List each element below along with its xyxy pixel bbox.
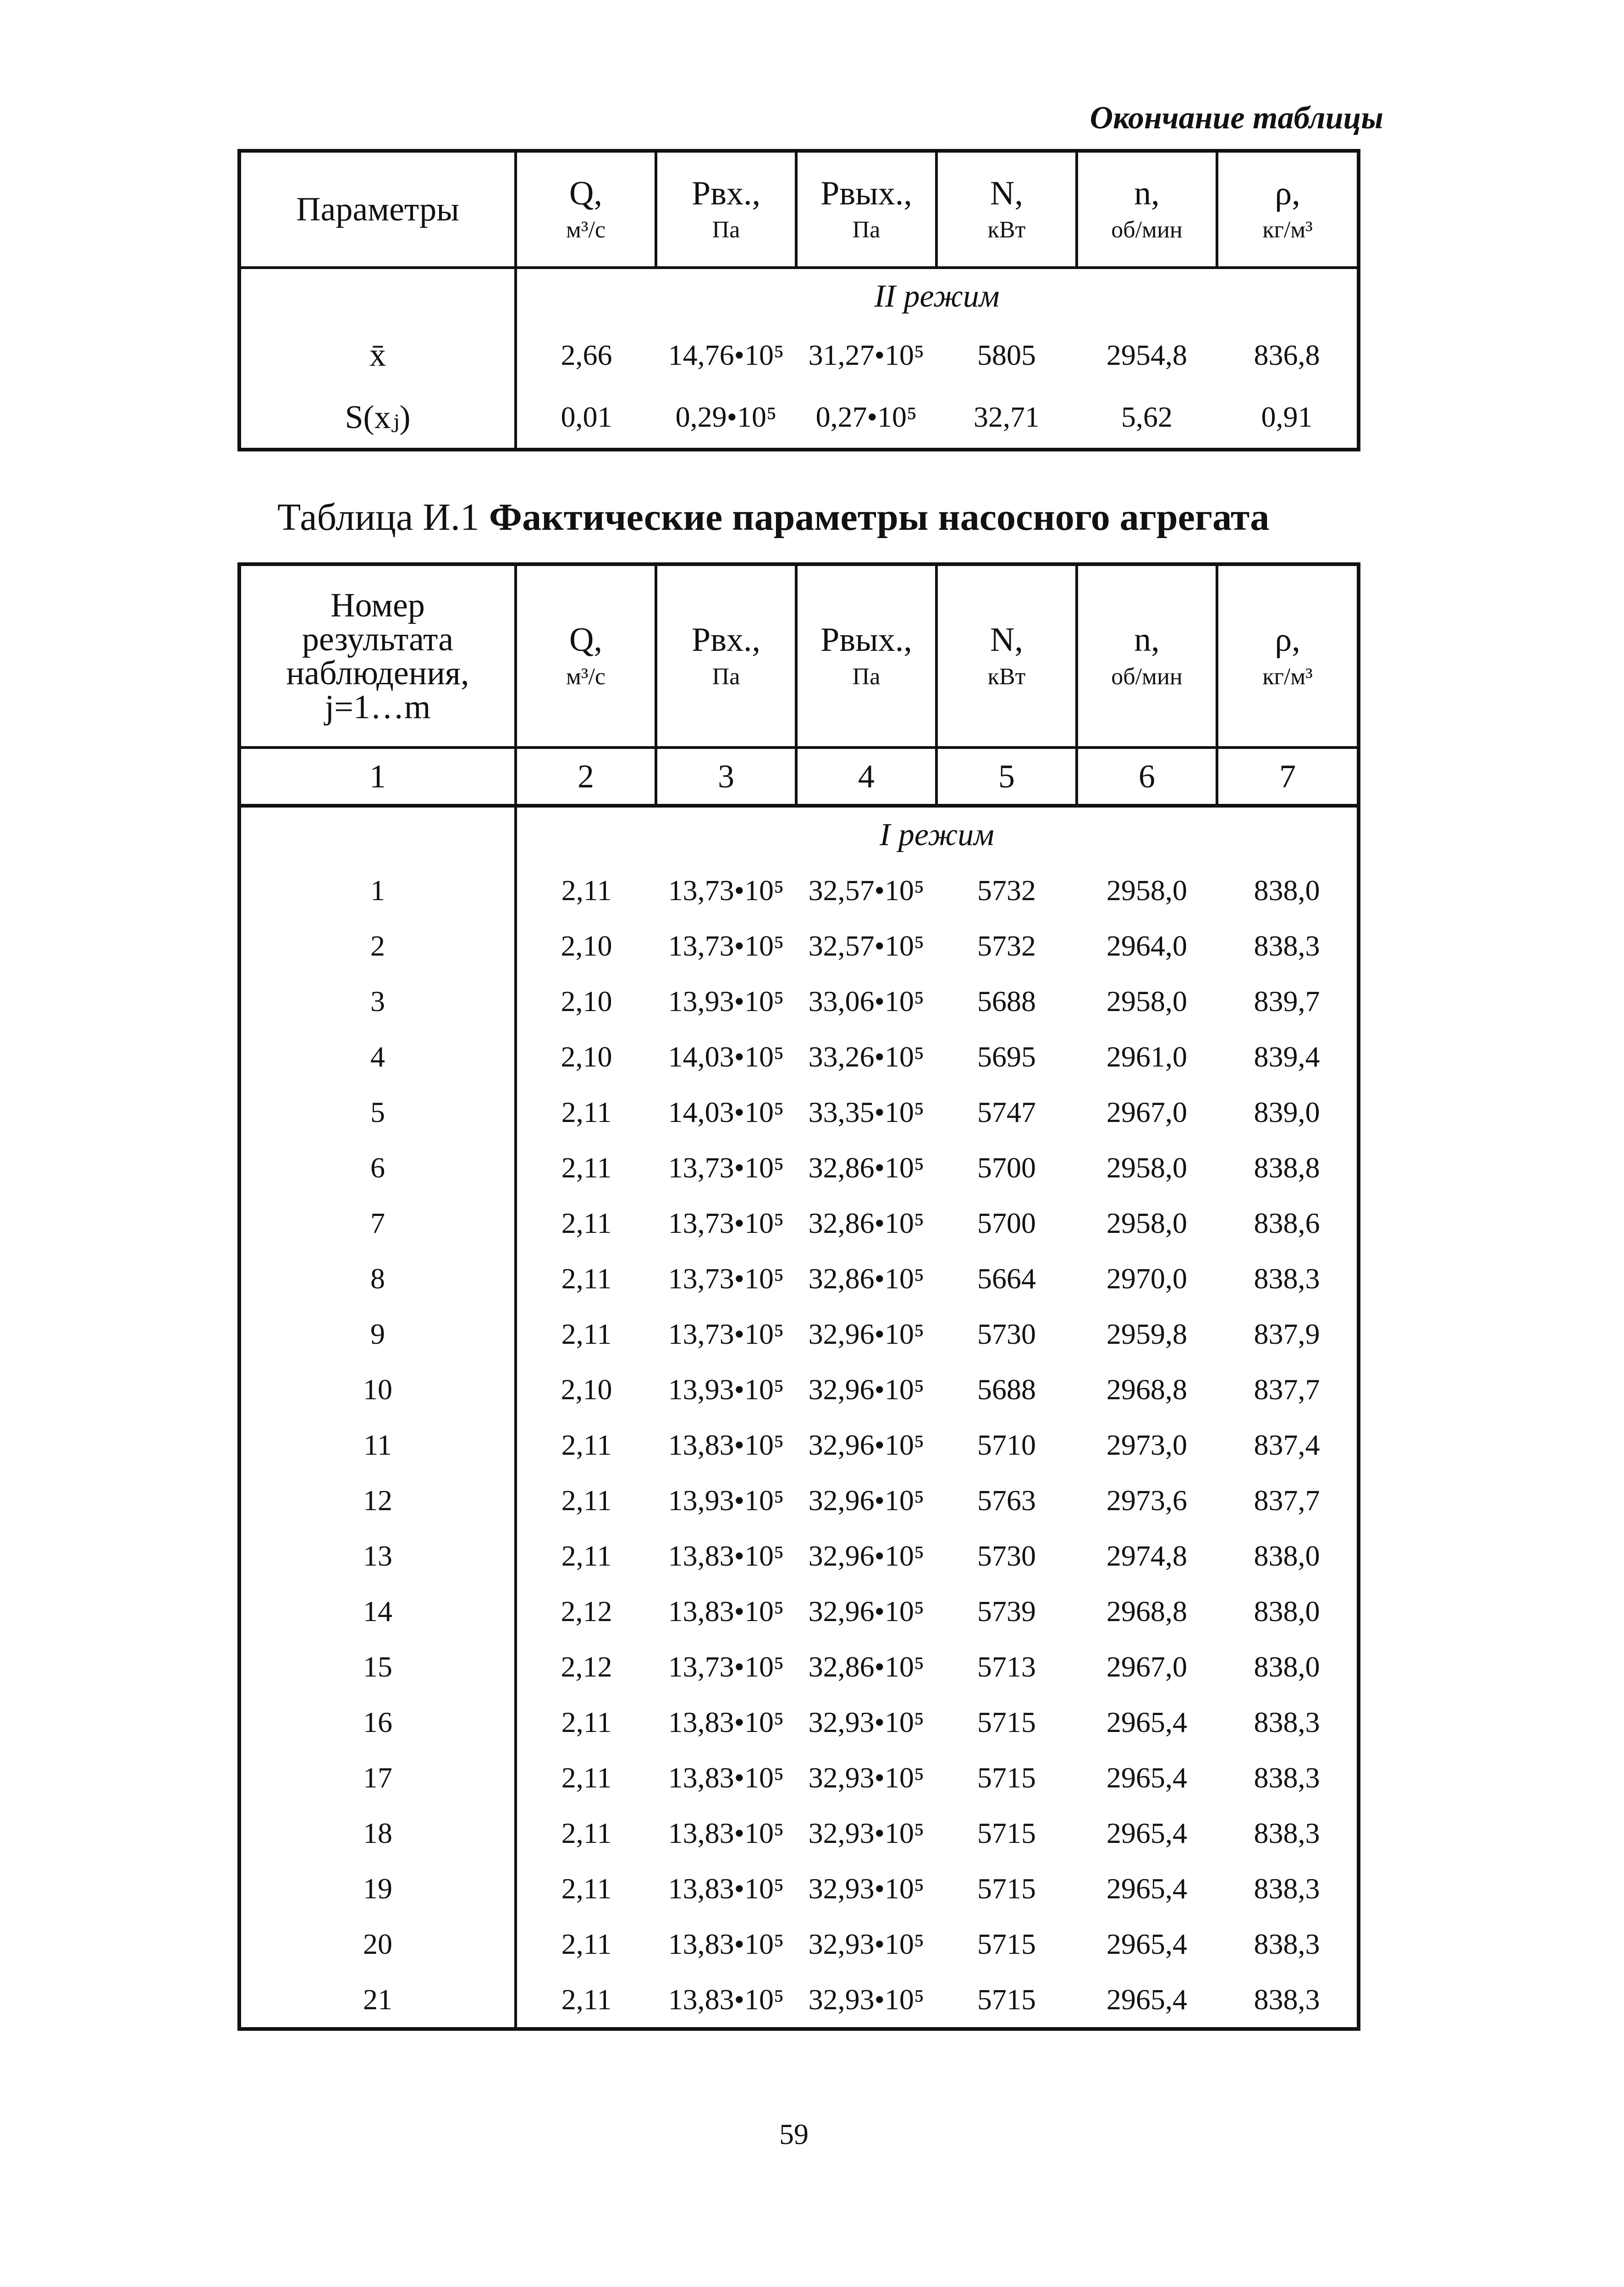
cell: 2,11	[561, 1539, 612, 1572]
header-q: Q, м³/с	[516, 564, 656, 748]
cell: 5730	[977, 1539, 1036, 1572]
cell: 836,8	[1254, 338, 1320, 371]
cell: 2,12	[561, 1594, 612, 1627]
cell: 13,73•10⁵	[668, 929, 784, 962]
observation-number-cell: 2	[239, 918, 516, 973]
cell: 2964,0	[1107, 929, 1187, 962]
cell: 838,3	[1254, 1816, 1320, 1849]
cell: 32,86•10⁵	[808, 1262, 925, 1295]
cell: 838,0	[1254, 1650, 1320, 1683]
cell: 5695	[977, 1040, 1036, 1073]
cell: 2,11	[561, 1927, 612, 1960]
cell: 2958,0	[1107, 984, 1187, 1017]
table-row	[239, 1750, 1359, 1805]
cell: 32,96•10⁵	[808, 1539, 925, 1572]
observation-number-cell: 4	[239, 1029, 516, 1084]
header-density: ρ, кг/м³	[1217, 564, 1359, 748]
observation-number-cell: 10	[239, 1362, 516, 1417]
cell: 13,73•10⁵	[668, 1650, 784, 1683]
column-number: 5	[936, 748, 1077, 806]
header-observation-number: Номер результата наблюдения, j=1…m	[239, 564, 516, 748]
cell: 32,96•10⁵	[808, 1373, 925, 1406]
cell: 13,83•10⁵	[668, 1761, 784, 1794]
observation-number-cell: 13	[239, 1528, 516, 1583]
column-number: 3	[656, 748, 796, 806]
table-row	[239, 1306, 1359, 1362]
cell: 14,03•10⁵	[668, 1095, 784, 1128]
cell: 2967,0	[1107, 1650, 1187, 1683]
observation-number-cell: 3	[239, 973, 516, 1029]
observation-number-cell: 1	[239, 863, 516, 918]
observation-number-cell: 11	[239, 1417, 516, 1473]
header-p-in: Pвх., Па	[656, 564, 796, 748]
cell: 32,71	[974, 400, 1040, 433]
cell: 5664	[977, 1262, 1036, 1295]
table-row	[239, 1084, 1359, 1140]
row-label-std: S(xⱼ)	[239, 386, 516, 450]
cell: 5715	[977, 1983, 1036, 2016]
table-main	[237, 562, 1360, 2031]
cell: 5715	[977, 1761, 1036, 1794]
cell: 2967,0	[1107, 1095, 1187, 1128]
cell: 0,29•10⁵	[675, 400, 777, 433]
column-number: 4	[796, 748, 936, 806]
cell: 2,10	[561, 984, 612, 1017]
header-n-power: N, кВт	[936, 151, 1077, 268]
cell: 2,10	[561, 929, 612, 962]
cell: 31,27•10⁵	[808, 338, 925, 371]
cell: 838,0	[1254, 874, 1320, 907]
cell: 839,7	[1254, 984, 1320, 1017]
table-caption	[277, 495, 1269, 539]
cell: 13,73•10⁵	[668, 874, 784, 907]
cell: 2,11	[561, 1816, 612, 1849]
cell: 2,11	[561, 1705, 612, 1738]
cell: 33,06•10⁵	[808, 984, 925, 1017]
cell: 33,35•10⁵	[808, 1095, 925, 1128]
table-row	[239, 1195, 1359, 1251]
column-number: 1	[239, 748, 516, 806]
header-p-out: Pвых., Па	[796, 151, 936, 268]
header-q: Q, м³/с	[516, 151, 656, 268]
cell: 32,86•10⁵	[808, 1650, 925, 1683]
cell: 5763	[977, 1484, 1036, 1517]
cell: 838,3	[1254, 1761, 1320, 1794]
cell: 0,27•10⁵	[815, 400, 917, 433]
cell: 5700	[977, 1206, 1036, 1239]
column-number: 7	[1217, 748, 1359, 806]
cell: 5730	[977, 1317, 1036, 1350]
header-n-speed: n, об/мин	[1077, 564, 1217, 748]
cell: 5732	[977, 874, 1036, 907]
table-row	[239, 1528, 1359, 1583]
cell: 5710	[977, 1428, 1036, 1461]
cell: 838,0	[1254, 1539, 1320, 1572]
cell: 2,10	[561, 1040, 612, 1073]
cell: 838,3	[1254, 1705, 1320, 1738]
cell: 2968,8	[1107, 1594, 1187, 1627]
mode-label-i: I режим	[880, 817, 994, 852]
cell: 13,83•10⁵	[668, 1539, 784, 1572]
header-p-out: Pвых., Па	[796, 564, 936, 748]
caption-prefix: Таблица И.1	[277, 496, 489, 539]
table-row	[239, 1583, 1359, 1639]
cell: 2965,4	[1107, 1872, 1187, 1905]
cell: 2973,6	[1107, 1484, 1187, 1517]
table-row	[239, 1916, 1359, 1972]
cell: 5688	[977, 984, 1036, 1017]
mode-label-ii: II режим	[874, 279, 1000, 314]
table-row	[239, 1639, 1359, 1694]
cell: 13,83•10⁵	[668, 1927, 784, 1960]
cell: 2,11	[561, 1151, 612, 1184]
table-row	[239, 1417, 1359, 1473]
cell: 5688	[977, 1373, 1036, 1406]
observation-number-cell: 15	[239, 1639, 516, 1694]
cell: 2973,0	[1107, 1428, 1187, 1461]
row-label-mean: x̄	[239, 324, 516, 386]
table-row	[239, 386, 1359, 450]
cell: 5715	[977, 1705, 1036, 1738]
table-row	[239, 324, 1359, 386]
cell: 14,76•10⁵	[668, 338, 784, 371]
cell: 837,4	[1254, 1428, 1320, 1461]
page-number: 59	[779, 2118, 809, 2150]
cell: 13,73•10⁵	[668, 1262, 784, 1295]
cell: 2,11	[561, 1428, 612, 1461]
observation-number-cell: 5	[239, 1084, 516, 1140]
cell: 13,83•10⁵	[668, 1872, 784, 1905]
table-row	[239, 1140, 1359, 1195]
header-n-speed: n, об/мин	[1077, 151, 1217, 268]
cell: 13,93•10⁵	[668, 984, 784, 1017]
observation-number-cell: 20	[239, 1916, 516, 1972]
header-p-in: Pвх., Па	[656, 151, 796, 268]
cell: 2958,0	[1107, 1151, 1187, 1184]
table-row	[239, 1805, 1359, 1861]
table-row	[239, 1473, 1359, 1528]
cell: 2,11	[561, 874, 612, 907]
cell: 2965,4	[1107, 1816, 1187, 1849]
cell: 838,3	[1254, 1927, 1320, 1960]
cell: 32,93•10⁵	[808, 1816, 925, 1849]
cell: 2,11	[561, 1983, 612, 2016]
cell: 13,73•10⁵	[668, 1206, 784, 1239]
cell: 13,73•10⁵	[668, 1317, 784, 1350]
table-row	[239, 1694, 1359, 1750]
cell: 32,93•10⁵	[808, 1927, 925, 1960]
cell: 0,01	[561, 400, 612, 433]
cell: 2959,8	[1107, 1317, 1187, 1350]
cell: 13,83•10⁵	[668, 1428, 784, 1461]
cell: 2958,0	[1107, 874, 1187, 907]
cell: 5715	[977, 1872, 1036, 1905]
cell: 5715	[977, 1927, 1036, 1960]
cell: 837,7	[1254, 1373, 1320, 1406]
observation-number-cell: 19	[239, 1861, 516, 1916]
cell: 839,4	[1254, 1040, 1320, 1073]
cell: 5,62	[1121, 400, 1173, 433]
table-continuation	[237, 149, 1360, 451]
cell: 32,93•10⁵	[808, 1705, 925, 1738]
cell: 13,93•10⁵	[668, 1484, 784, 1517]
cell: 2965,4	[1107, 1927, 1187, 1960]
cell: 2,66	[561, 338, 612, 371]
cell: 2,11	[561, 1872, 612, 1905]
cell: 14,03•10⁵	[668, 1040, 784, 1073]
cell: 13,73•10⁵	[668, 1151, 784, 1184]
table-row	[239, 1972, 1359, 2029]
header-density: ρ, кг/м³	[1217, 151, 1359, 268]
observation-number-cell: 17	[239, 1750, 516, 1805]
cell: 2965,4	[1107, 1761, 1187, 1794]
cell: 838,3	[1254, 1262, 1320, 1295]
cell: 32,86•10⁵	[808, 1151, 925, 1184]
header-parameters: Параметры	[239, 151, 516, 268]
cell: 33,26•10⁵	[808, 1040, 925, 1073]
cell: 13,83•10⁵	[668, 1705, 784, 1738]
cell: 5700	[977, 1151, 1036, 1184]
cell: 2970,0	[1107, 1262, 1187, 1295]
cell: 32,86•10⁵	[808, 1206, 925, 1239]
cell: 32,96•10⁵	[808, 1484, 925, 1517]
observation-number-cell: 6	[239, 1140, 516, 1195]
cell: 838,8	[1254, 1151, 1320, 1184]
cell: 0,91	[1261, 400, 1313, 433]
cell: 32,93•10⁵	[808, 1872, 925, 1905]
cell: 2,11	[561, 1206, 612, 1239]
header-n-power: N, кВт	[936, 564, 1077, 748]
cell: 32,93•10⁵	[808, 1761, 925, 1794]
cell: 837,7	[1254, 1484, 1320, 1517]
observation-number-cell: 14	[239, 1583, 516, 1639]
table-row	[239, 1029, 1359, 1084]
cell: 13,83•10⁵	[668, 1983, 784, 2016]
observation-number-cell: 12	[239, 1473, 516, 1528]
cell: 2,10	[561, 1373, 612, 1406]
cell: 2974,8	[1107, 1539, 1187, 1572]
observation-number-cell: 21	[239, 1972, 516, 2029]
table-row	[239, 1362, 1359, 1417]
observation-number-cell: 18	[239, 1805, 516, 1861]
cell: 2965,4	[1107, 1983, 1187, 2016]
column-number: 6	[1077, 748, 1217, 806]
cell: 5739	[977, 1594, 1036, 1627]
cell: 838,0	[1254, 1594, 1320, 1627]
cell: 2961,0	[1107, 1040, 1187, 1073]
cell: 32,96•10⁵	[808, 1594, 925, 1627]
table-row	[239, 863, 1359, 918]
cell: 838,3	[1254, 929, 1320, 962]
cell: 2958,0	[1107, 1206, 1187, 1239]
cell: 13,83•10⁵	[668, 1816, 784, 1849]
table-row	[239, 918, 1359, 973]
cell: 2954,8	[1107, 338, 1187, 371]
cell: 5732	[977, 929, 1036, 962]
observation-number-cell: 16	[239, 1694, 516, 1750]
cell: 2,11	[561, 1262, 612, 1295]
cell: 32,57•10⁵	[808, 874, 925, 907]
cell: 2,12	[561, 1650, 612, 1683]
cell: 5805	[977, 338, 1036, 371]
cell: 2,11	[561, 1095, 612, 1128]
cell: 2,11	[561, 1484, 612, 1517]
table-row	[239, 973, 1359, 1029]
cell: 32,96•10⁵	[808, 1428, 925, 1461]
cell: 838,3	[1254, 1983, 1320, 2016]
cell: 13,93•10⁵	[668, 1373, 784, 1406]
cell: 837,9	[1254, 1317, 1320, 1350]
cell: 2,11	[561, 1317, 612, 1350]
cell: 2968,8	[1107, 1373, 1187, 1406]
observation-number-cell: 9	[239, 1306, 516, 1362]
observation-number-cell: 8	[239, 1251, 516, 1306]
caption-title: Фактические параметры насосного агрегата	[489, 496, 1270, 539]
table-row	[239, 1861, 1359, 1916]
cell: 5713	[977, 1650, 1036, 1683]
cell: 32,57•10⁵	[808, 929, 925, 962]
cell: 2965,4	[1107, 1705, 1187, 1738]
cell: 32,93•10⁵	[808, 1983, 925, 2016]
table-continuation-note: Окончание таблицы	[1090, 100, 1383, 136]
column-number: 2	[516, 748, 656, 806]
cell: 13,83•10⁵	[668, 1594, 784, 1627]
observation-number-cell: 7	[239, 1195, 516, 1251]
cell: 838,6	[1254, 1206, 1320, 1239]
cell: 5747	[977, 1095, 1036, 1128]
cell: 838,3	[1254, 1872, 1320, 1905]
table-row	[239, 1251, 1359, 1306]
cell: 839,0	[1254, 1095, 1320, 1128]
cell: 5715	[977, 1816, 1036, 1849]
cell: 2,11	[561, 1761, 612, 1794]
cell: 32,96•10⁵	[808, 1317, 925, 1350]
